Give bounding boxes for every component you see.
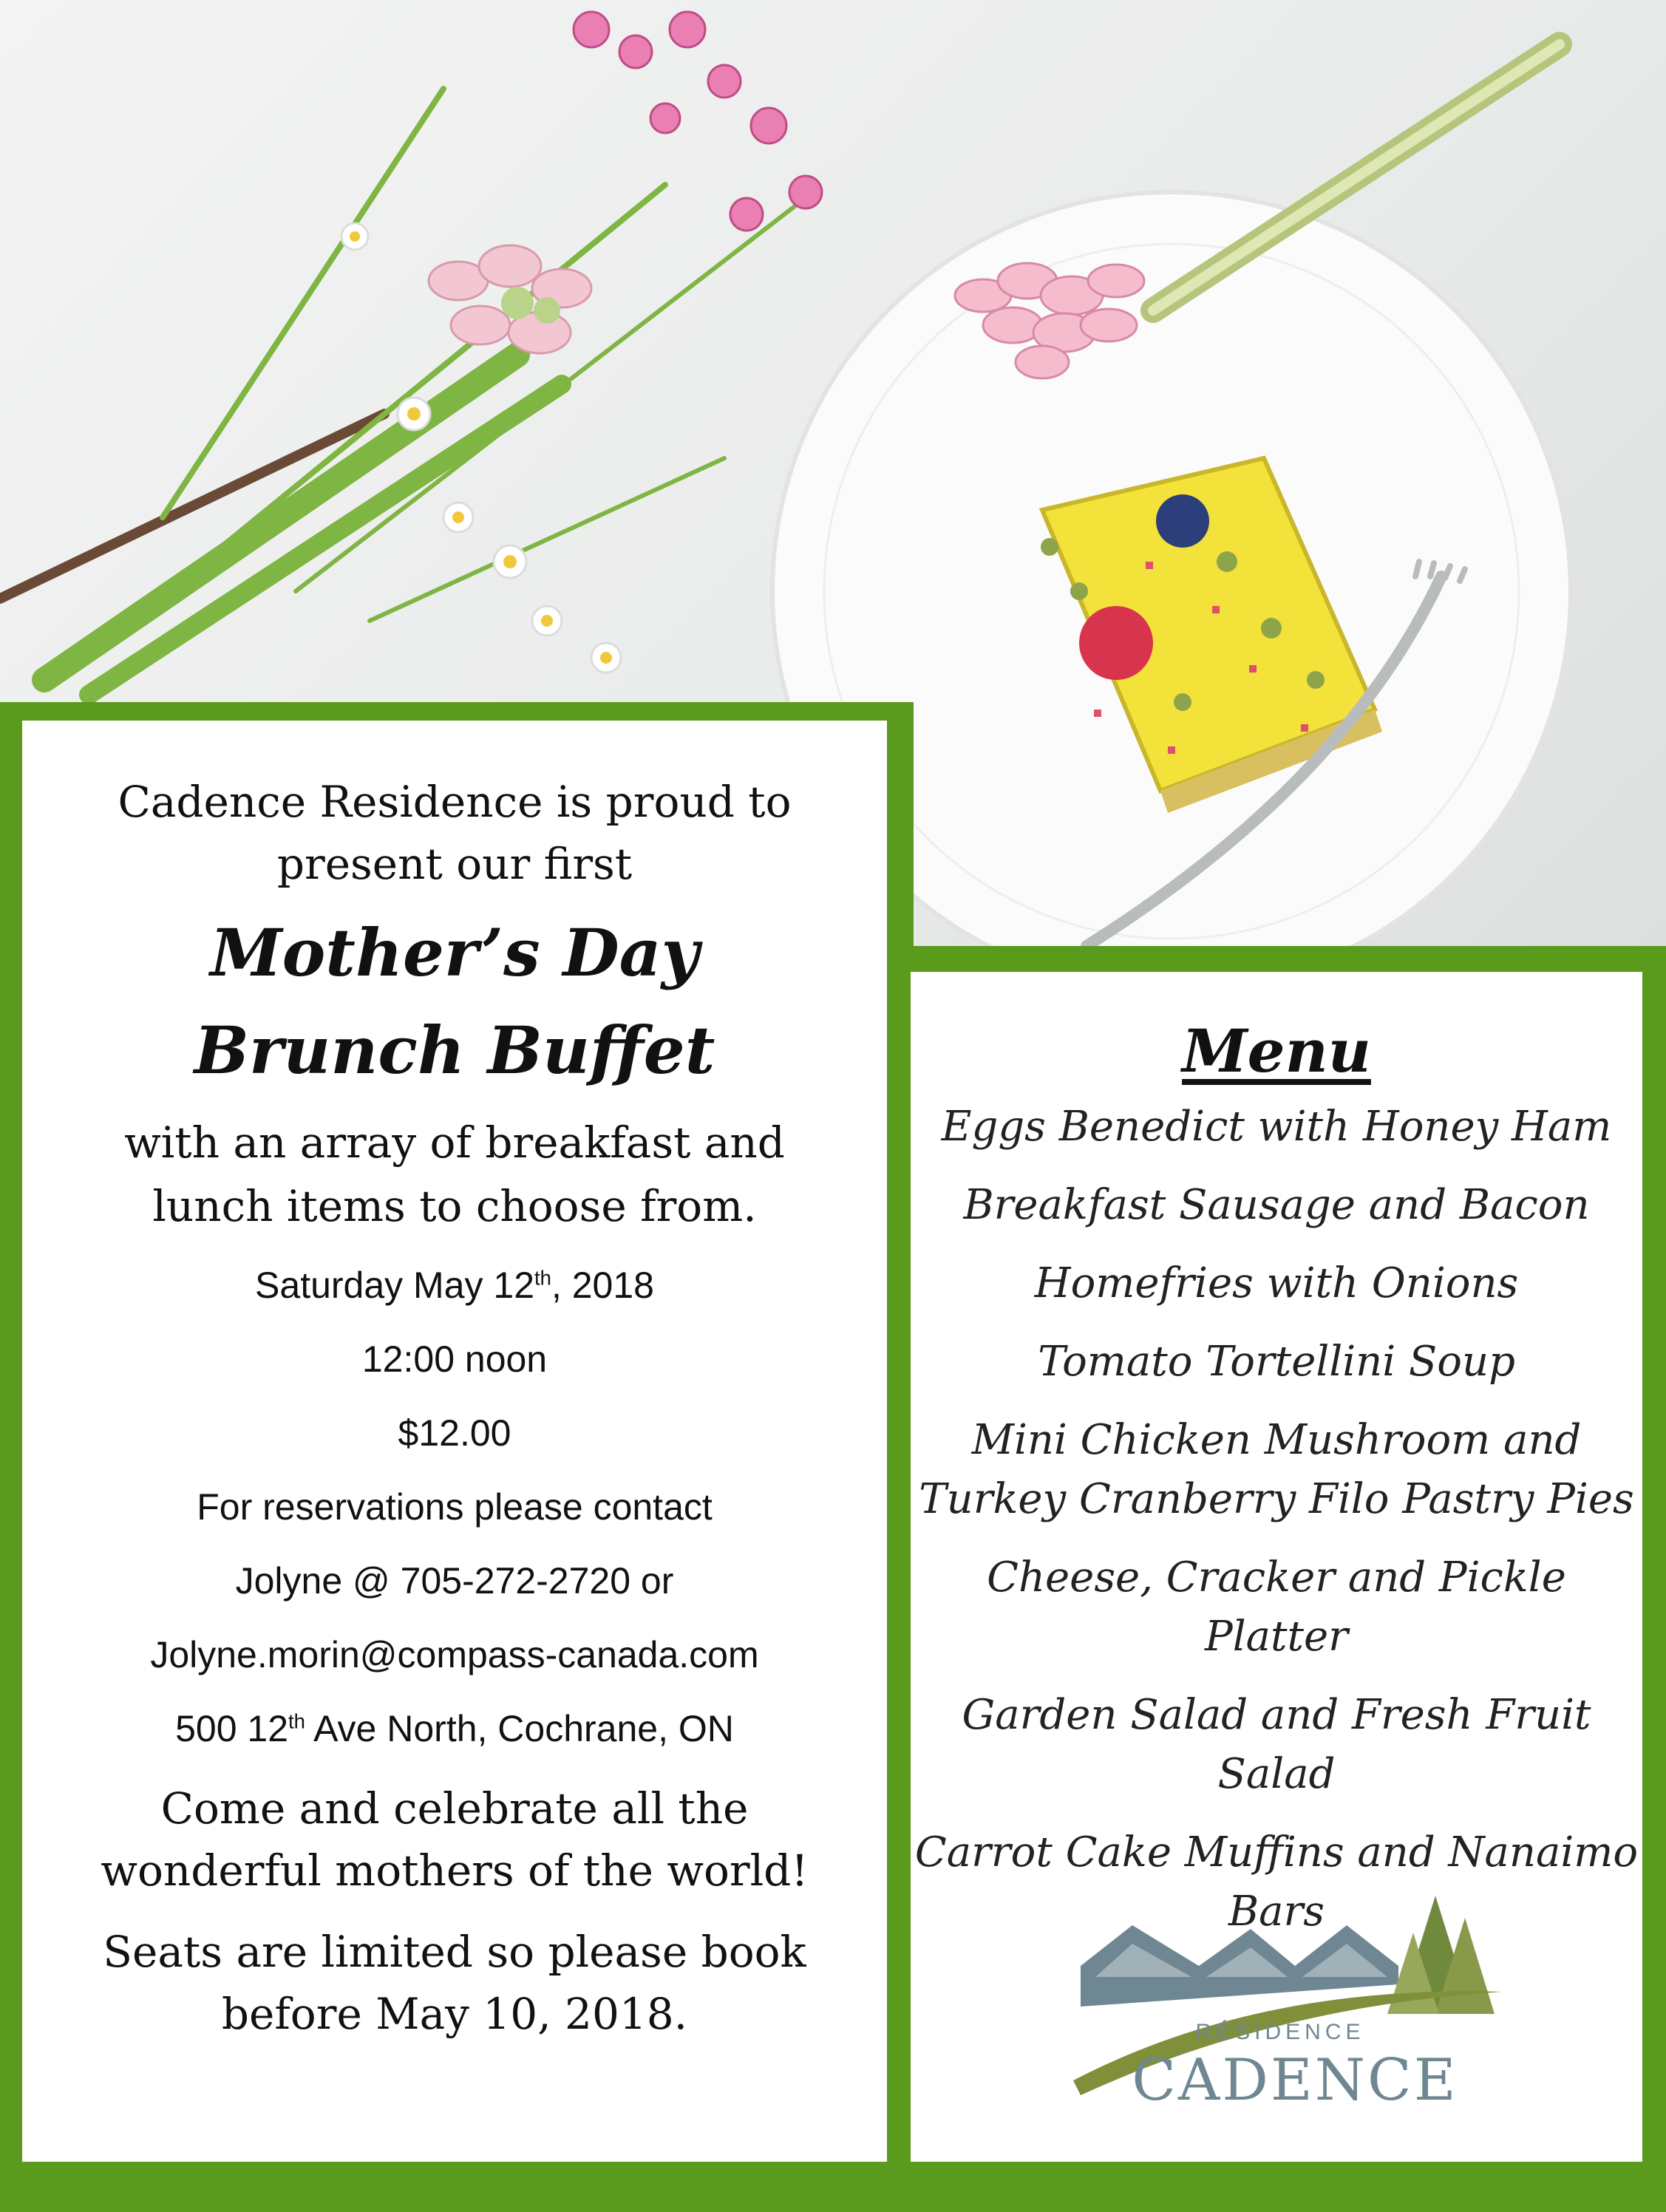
menu-title: Menu (1182, 1016, 1371, 1086)
event-address: 500 12th Ave North, Cochrane, ON (175, 1708, 734, 1749)
closing-line-2: wonderful mothers of the world! (101, 1845, 809, 1896)
menu-item: Salad (1217, 1750, 1336, 1798)
menu-item: Breakfast Sausage and Bacon (963, 1181, 1590, 1229)
menu-item: Eggs Benedict with Honey Ham (941, 1103, 1612, 1151)
closing-text (22, 1777, 887, 2045)
intro-line-2: present our first (276, 839, 633, 889)
event-time: 12:00 noon (361, 1338, 548, 1380)
closing-line-1: Come and celebrate all the (160, 1783, 749, 1834)
menu-item: Garden Salad and Fresh Fruit (962, 1691, 1591, 1739)
logo-big-word: CADENCE (1132, 2047, 1458, 2114)
intro-line-1: Cadence Residence is proud to (118, 777, 792, 827)
menu-panel (911, 972, 1642, 2162)
menu-item: Carrot Cake Muffins and Nanaimo (914, 1828, 1639, 1876)
description-line-1: with an array of breakfast and (124, 1117, 785, 1168)
description-text (22, 1111, 887, 1238)
menu-item: Bars (1228, 1888, 1325, 1936)
event-date: Saturday May 12th, 2018 (255, 1265, 654, 1306)
closing-line-3: Seats are limited so please book (103, 1927, 806, 1977)
menu-list (911, 1098, 1642, 1942)
headline-line-1: Mother’s Day (210, 914, 699, 991)
menu-item: Mini Chicken Mushroom and (971, 1416, 1582, 1464)
intro-text (22, 771, 887, 895)
event-info-panel (22, 721, 887, 2162)
event-details (22, 1248, 887, 1766)
event-price: $12.00 (398, 1412, 511, 1454)
cadence-logo (1051, 1896, 1509, 2132)
contact-phone: Jolyne @ 705-272-2720 or (235, 1560, 674, 1602)
menu-item: Tomato Tortellini Soup (1038, 1338, 1515, 1386)
menu-item: Cheese, Cracker and Pickle Platter (987, 1553, 1566, 1661)
event-headline (22, 904, 887, 1099)
headline-line-2: Brunch Buffet (194, 1012, 715, 1089)
logo-small-word: RÉSIDENCE (1195, 2020, 1365, 2044)
closing-line-4: before May 10, 2018. (221, 1989, 688, 2039)
reservation-contact: For reservations please contact (197, 1486, 713, 1528)
description-line-2: lunch items to choose from. (152, 1181, 757, 1231)
contact-email[interactable]: Jolyne.morin@compass-canada.com (150, 1634, 759, 1675)
menu-item: Homefries with Onions (1034, 1259, 1519, 1307)
menu-item: Turkey Cranberry Filo Pastry Pies (919, 1475, 1634, 1523)
